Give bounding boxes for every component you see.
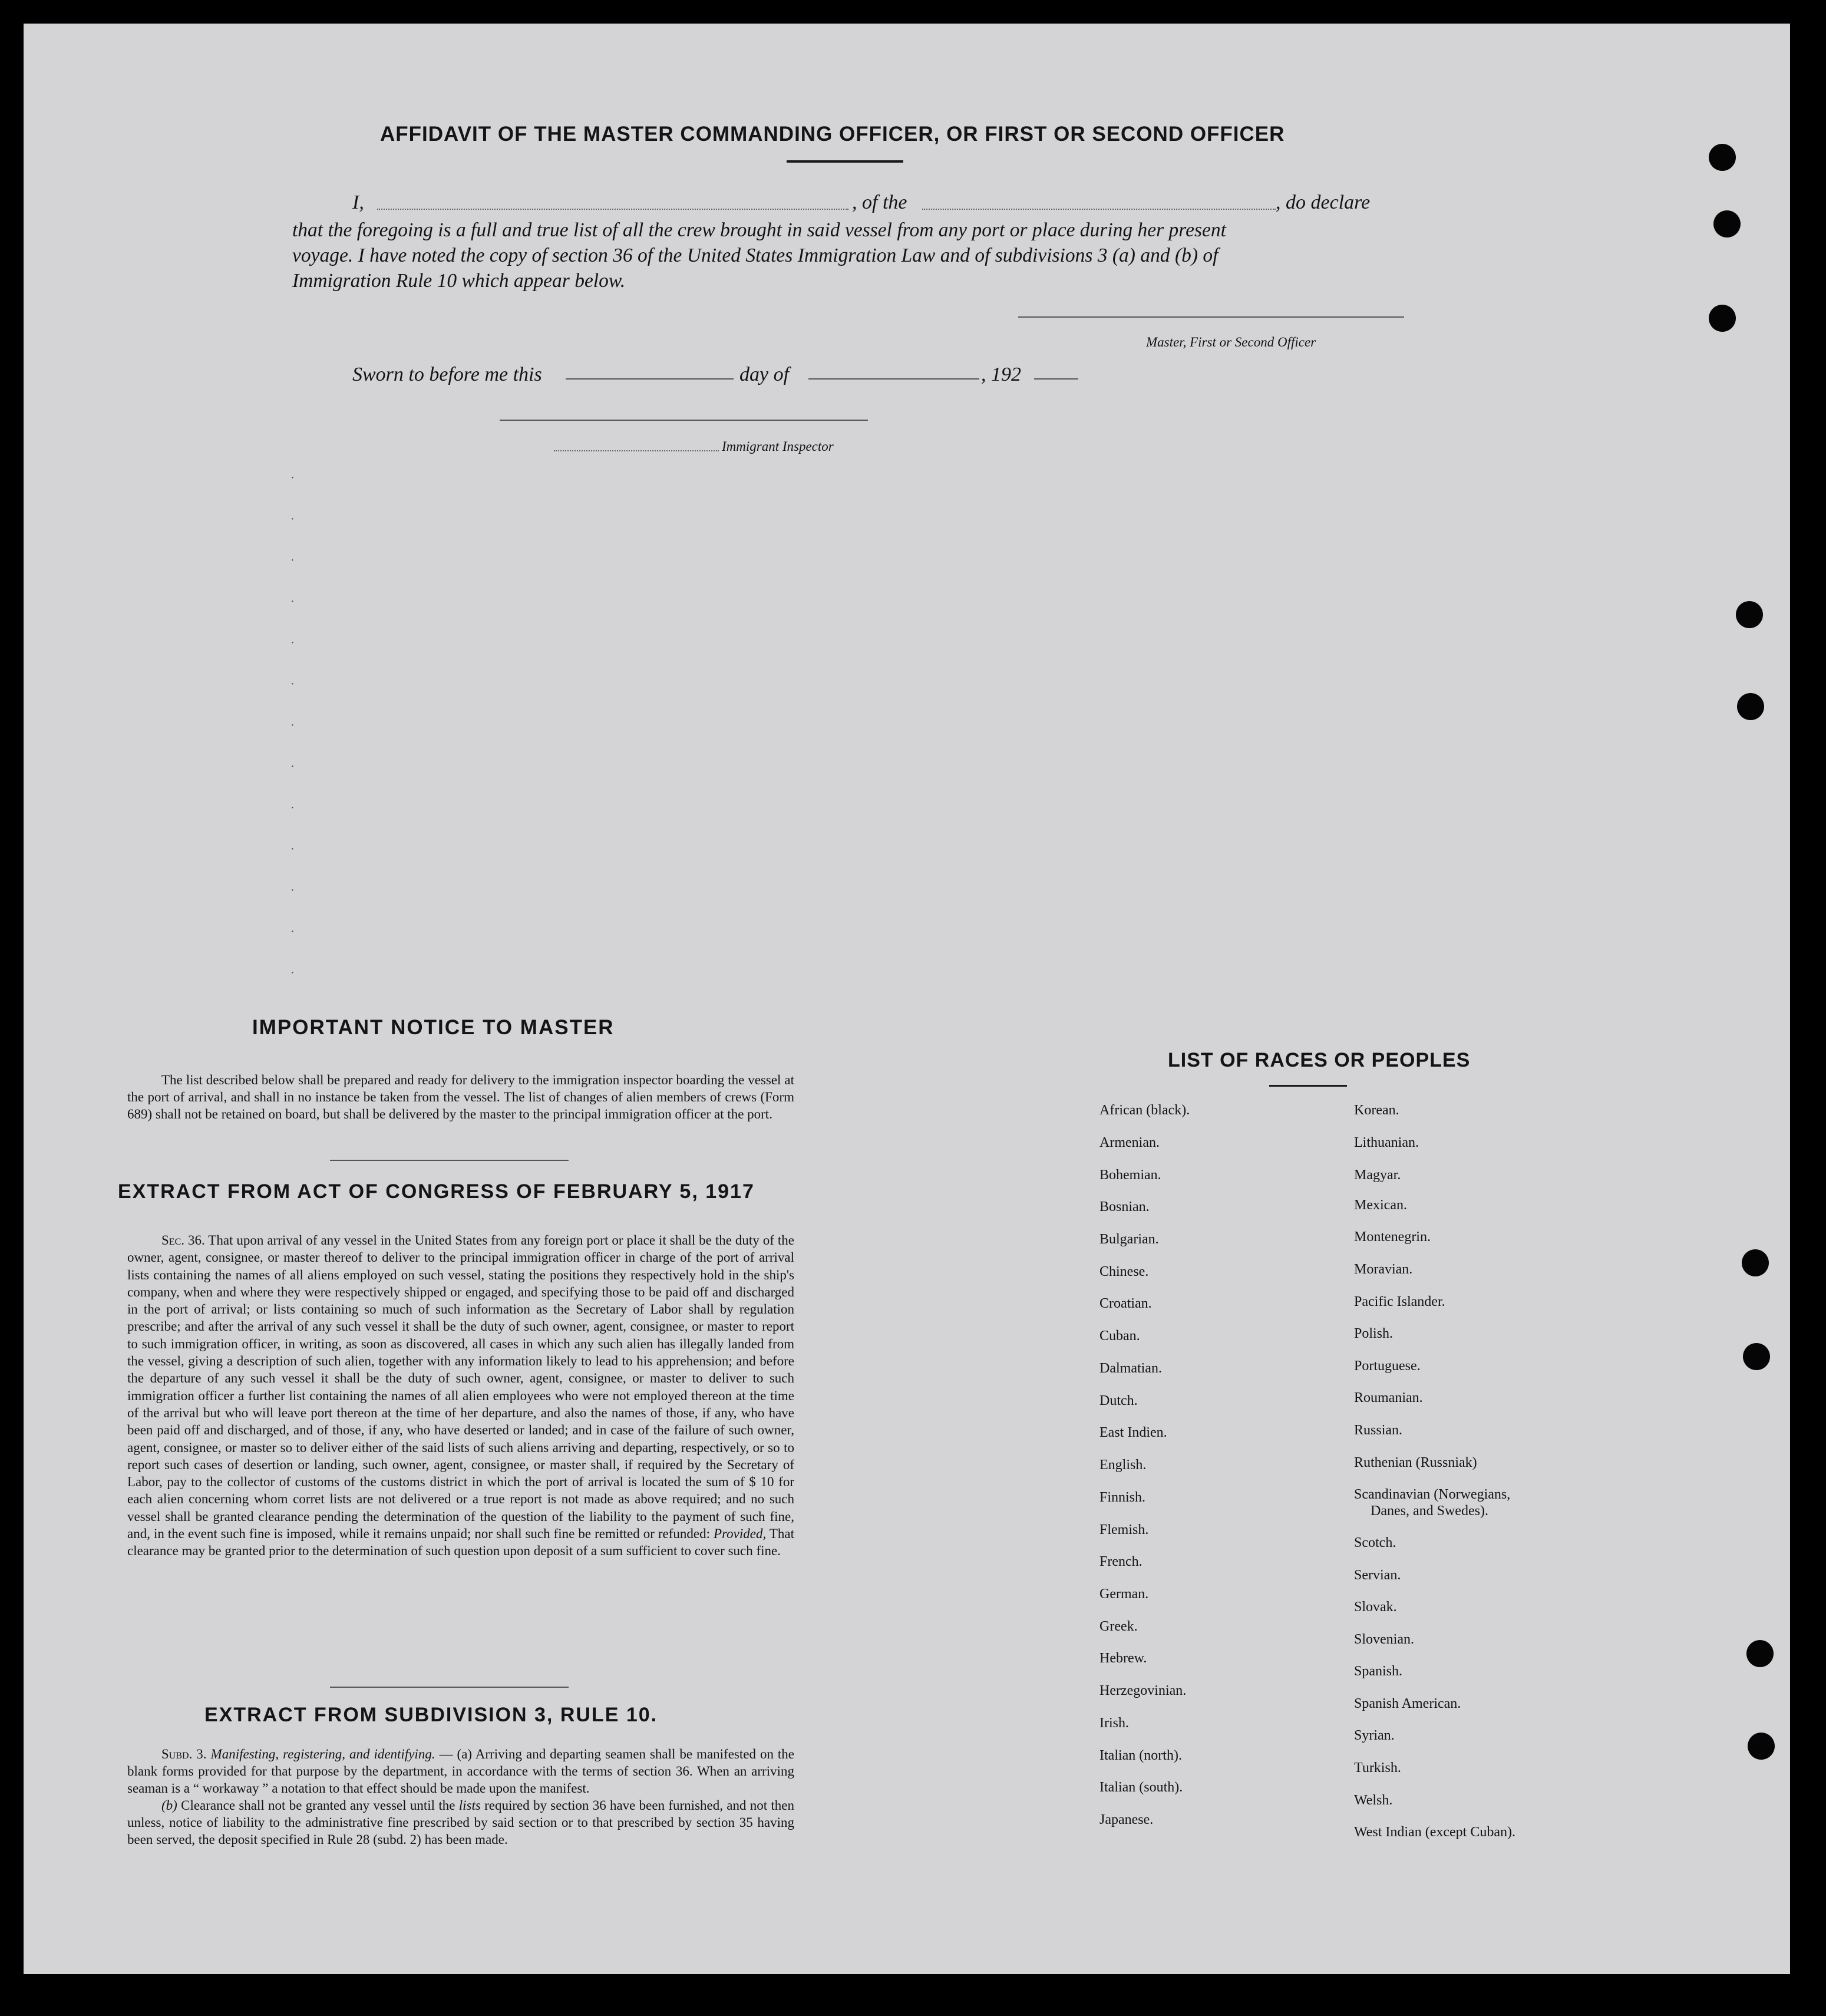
race-item: Moravian. — [1354, 1262, 1413, 1277]
margin-mark: · — [290, 760, 295, 773]
section-label: Sec. 36. — [161, 1233, 205, 1248]
sworn-year: , 192 — [981, 364, 1021, 385]
margin-mark: · — [290, 595, 295, 608]
affidavit-line-4: Immigration Rule 10 which appear below. — [292, 270, 626, 292]
race-item: Spanish American. — [1354, 1696, 1461, 1711]
punch-hole — [1709, 305, 1736, 332]
race-item: Japanese. — [1099, 1812, 1154, 1827]
margin-mark: · — [290, 843, 295, 856]
race-item: Herzegovinian. — [1099, 1683, 1187, 1698]
para-b-lists: lists — [458, 1798, 481, 1813]
race-item: Cuban. — [1099, 1328, 1140, 1344]
inspector-signature-line — [500, 420, 868, 421]
race-item: Slovenian. — [1354, 1632, 1414, 1647]
section-36-end: That clearance may be granted prior to the determination of such question upon deposit of a sum sufficient to cover such fine. — [127, 1526, 794, 1559]
affidavit-of-the: , of the — [852, 192, 907, 213]
title-underline — [787, 160, 903, 163]
race-item: Flemish. — [1099, 1522, 1149, 1537]
margin-mark: · — [290, 966, 295, 979]
subd-label: Subd. 3. — [161, 1747, 207, 1761]
sworn-prefix: Sworn to before me this — [352, 364, 542, 385]
margin-mark: · — [290, 801, 295, 814]
race-item: Italian (south). — [1099, 1780, 1183, 1795]
notice-text — [127, 1071, 794, 1123]
race-item: Bohemian. — [1099, 1167, 1161, 1183]
margin-mark: · — [290, 554, 295, 567]
race-item: Montenegrin. — [1354, 1229, 1431, 1245]
margin-mark: · — [290, 513, 295, 526]
master-signature-line — [1018, 316, 1404, 318]
race-item: Polish. — [1354, 1326, 1394, 1341]
race-item: Scandinavian (Norwegians, — [1354, 1487, 1511, 1502]
race-item: Portuguese. — [1354, 1358, 1421, 1374]
race-item: West Indian (except Cuban). — [1354, 1824, 1515, 1840]
affidavit-i: I, — [352, 192, 364, 213]
punch-hole — [1737, 693, 1764, 720]
race-item: Pacific Islander. — [1354, 1294, 1445, 1309]
race-item: East Indien. — [1099, 1425, 1167, 1440]
margin-mark: · — [290, 719, 295, 732]
affidavit-line-2: that the foregoing is a full and true list of all the crew brought in said vessel from any port or place during her present — [292, 219, 1226, 241]
punch-hole — [1742, 1249, 1769, 1276]
extract-act-text — [127, 1232, 794, 1560]
race-item: Croatian. — [1099, 1296, 1152, 1311]
race-item: Slovak. — [1354, 1599, 1397, 1615]
race-item: Servian. — [1354, 1568, 1401, 1583]
extract-rule-text — [127, 1746, 794, 1848]
race-item: Dutch. — [1099, 1393, 1138, 1408]
race-item: Ruthenian (Russniak) — [1354, 1455, 1477, 1470]
vessel-blank — [922, 209, 1276, 210]
sworn-day-of: day of — [739, 364, 790, 385]
races-underline — [1269, 1085, 1347, 1087]
para-a-marker: — (a) — [439, 1747, 473, 1761]
race-item: Magyar. — [1354, 1167, 1401, 1183]
race-item: Korean. — [1354, 1103, 1399, 1118]
punch-hole — [1709, 144, 1736, 171]
master-label: Master, First or Second Officer — [1146, 335, 1316, 349]
section-36-text: That upon arrival of any vessel in the United States from any foreign port or place it shall be the duty of the owner, agent, consignee, or master thereof to deliver to the principal immigration officer in charge of the port of arrival lists containing the names of all aliens employed on such vessel, stating the positions they respectively hold in the ship's company, when and where they were respectively shipped or engaged, and specifying those to be paid off and discharged in the port of arrival; or lists containing so much of such information as the Secretary of Labor shall by regulation prescribe; and after the arrival of any such vessel it shall be the duty of such owner, agent, consignee, or master to report to such immigration officer, in writing, as soon as discovered, all cases in which any such alien has illegally landed from the vessel, giving a description of such alien, together with any information likely to lead to his apprehension; and before the departure of any such vessel it shall be the duty of such owner, agent, consignee, or master to deliver to such immigration officer a further list containing the names of all alien employees who were not employed thereon at the time of the arrival but who will leave port thereon at the time of her departure, and also the names of those, if any, who have been paid off and discharged, and of those, if any, who have deserted or landed; and in case of the failure of such owner, agent, consignee, or master so to deliver either of the said lists of such aliens arriving and departing, respectively, or so to report such cases of desertion or landing, such owner, agent, consignee, or master shall, if required by the Secretary of Labor, pay to the collector of customs of the customs district in which the port of arrival is located the sum of $ 10 for each alien concerning whom corret lists are not delivered or a true report is not made as above required; and no such vessel shall be granted clearance pending the determination of the question of the liability to the payment of such fine, and, in the event such fine is imposed, while it remains unpaid; nor shall such fine be remitted or refunded: — [127, 1233, 794, 1542]
year-blank — [1034, 378, 1078, 380]
race-item: Danes, and Swedes). — [1371, 1503, 1488, 1519]
race-item: German. — [1099, 1586, 1149, 1602]
month-blank — [808, 378, 979, 380]
margin-mark: · — [290, 884, 295, 897]
race-item: Italian (north). — [1099, 1748, 1182, 1763]
affidavit-line-3: voyage. I have noted the copy of section 36 of the United States Immigration Law and of subdivisions 3 (a) and (b) of — [292, 245, 1219, 266]
race-item: Roumanian. — [1354, 1390, 1423, 1405]
punch-hole — [1713, 210, 1741, 237]
margin-mark: · — [290, 925, 295, 938]
race-item: Hebrew. — [1099, 1651, 1147, 1666]
race-item: Spanish. — [1354, 1664, 1403, 1679]
para-b-text-1: Clearance shall not be granted any vessel until the — [181, 1798, 455, 1813]
race-item: French. — [1099, 1554, 1143, 1569]
inspector-label: Immigrant Inspector — [722, 439, 834, 454]
race-item: Turkish. — [1354, 1760, 1401, 1776]
punch-hole — [1746, 1640, 1774, 1667]
race-item: Welsh. — [1354, 1793, 1393, 1808]
margin-mark: · — [290, 471, 295, 484]
punch-hole — [1748, 1733, 1775, 1760]
race-item: Greek. — [1099, 1619, 1138, 1634]
document-page — [24, 24, 1790, 1974]
race-item: Russian. — [1354, 1423, 1403, 1438]
race-item: Syrian. — [1354, 1728, 1395, 1743]
name-blank — [377, 209, 848, 210]
inspector-dots — [554, 450, 719, 451]
provided-label: Provided, — [714, 1526, 767, 1542]
race-item: Armenian. — [1099, 1135, 1160, 1150]
extract-rule-title: EXTRACT FROM SUBDIVISION 3, RULE 10. — [204, 1704, 658, 1726]
race-item: English. — [1099, 1457, 1147, 1473]
para-b-text-2: required by section 36 have been furnished, and not then unless, notice of liability to the administrative fine prescribed by said section or to that prescribed by section 35 having been served, the deposit specified in Rule 28 (subd. 2) has been made. — [127, 1798, 795, 1847]
race-item: Irish. — [1099, 1715, 1129, 1731]
races-title: LIST OF RACES OR PEOPLES — [1168, 1049, 1471, 1071]
section-divider — [330, 1687, 569, 1688]
race-item: Scotch. — [1354, 1535, 1396, 1550]
day-blank — [566, 378, 734, 380]
subd-heading: Manifesting, registering, and identifying. — [210, 1747, 435, 1761]
extract-act-title: EXTRACT FROM ACT OF CONGRESS OF FEBRUARY 5, 1917 — [118, 1180, 755, 1203]
punch-hole — [1743, 1343, 1770, 1370]
para-a-text: Arriving and departing seamen shall be manifested on the blank forms provided for that purpose by the department, in accordance with the terms of section 36. When an arriving seaman is a “ workaway ” a notation to that effect should be made upon the manifest. — [127, 1747, 795, 1796]
margin-mark: · — [290, 636, 295, 649]
affidavit-declare: , do declare — [1276, 192, 1371, 213]
section-divider — [330, 1160, 569, 1161]
para-b-marker: (b) — [161, 1798, 177, 1813]
race-item: African (black). — [1099, 1103, 1190, 1118]
race-item: Mexican. — [1354, 1197, 1407, 1213]
race-item: Chinese. — [1099, 1264, 1149, 1279]
race-item: Finnish. — [1099, 1490, 1146, 1505]
race-item: Bulgarian. — [1099, 1232, 1159, 1247]
race-item: Dalmatian. — [1099, 1361, 1162, 1376]
race-item: Lithuanian. — [1354, 1135, 1419, 1150]
punch-hole — [1736, 601, 1763, 628]
margin-mark: · — [290, 678, 295, 691]
race-item: Bosnian. — [1099, 1199, 1150, 1215]
notice-title: IMPORTANT NOTICE TO MASTER — [252, 1016, 615, 1039]
notice-paragraph: The list described below shall be prepared and ready for delivery to the immigration inspector boarding the vessel at the port of arrival, and shall in no instance be taken from the vessel. The list of changes of alien members of crews (Form 689) shall not be retained on board, but shall be delivered by the master to the principal immigration officer at the port. — [127, 1073, 794, 1121]
affidavit-title: AFFIDAVIT OF THE MASTER COMMANDING OFFICER, OR FIRST OR SECOND OFFICER — [380, 123, 1285, 146]
